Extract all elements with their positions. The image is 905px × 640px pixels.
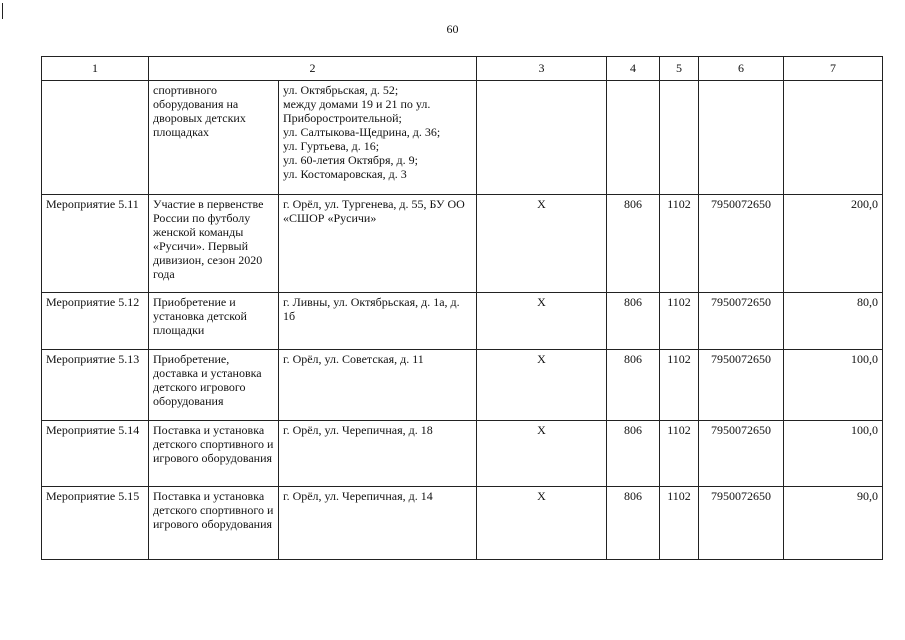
header-cell-6: 6 [699,57,784,81]
amount-cell [784,81,883,195]
target-article-cell: 7950072650 [699,293,784,350]
activity-cell: Поставка и установка детского спортивного и игрового оборудования [149,487,279,560]
code-806-cell: 806 [607,195,660,293]
event-cell: Мероприятие 5.14 [42,421,149,487]
header-cell-7: 7 [784,57,883,81]
section-code-cell: 1102 [660,350,699,421]
header-row [42,57,883,81]
address-cell: г. Ливны, ул. Октябрьская, д. 1а, д. 1б [279,293,477,350]
table-row [42,293,883,350]
event-cell: Мероприятие 5.12 [42,293,149,350]
table-row [42,487,883,560]
target-article-cell: 7950072650 [699,421,784,487]
code-806-cell: 806 [607,350,660,421]
activity-cell: Приобретение, доставка и установка детского игрового оборудования [149,350,279,421]
code-806-cell: 806 [607,487,660,560]
mark-cell: X [477,350,607,421]
activity-cell: спортивного оборудования на дворовых детских площадках [149,81,279,195]
page-number: 60 [446,22,459,36]
table-row [42,81,883,195]
target-article-cell [699,81,784,195]
address-cell: г. Орёл, ул. Тургенева, д. 55, БУ ОО «СШОР «Русичи» [279,195,477,293]
target-article-cell: 7950072650 [699,195,784,293]
address-cell: г. Орёл, ул. Черепичная, д. 14 [279,487,477,560]
event-cell: Мероприятие 5.13 [42,350,149,421]
header-cell-4: 4 [607,57,660,81]
section-code-cell: 1102 [660,195,699,293]
mark-cell: X [477,487,607,560]
event-cell: Мероприятие 5.15 [42,487,149,560]
table-row [42,350,883,421]
target-article-cell: 7950072650 [699,350,784,421]
section-code-cell: 1102 [660,421,699,487]
header-cell-1: 1 [42,57,149,81]
activity-cell: Участие в первенстве России по футболу женской команды «Русичи». Первый дивизион, сезон 2020 года [149,195,279,293]
mark-cell: X [477,421,607,487]
header-cell-3: 3 [477,57,607,81]
activity-cell: Поставка и установка детского спортивного и игрового оборудования [149,421,279,487]
budget-table [41,56,883,560]
address-cell: г. Орёл, ул. Советская, д. 11 [279,350,477,421]
table-row [42,421,883,487]
code-806-cell [607,81,660,195]
target-article-cell: 7950072650 [699,487,784,560]
mark-cell: X [477,195,607,293]
section-code-cell: 1102 [660,293,699,350]
code-806-cell: 806 [607,293,660,350]
amount-cell: 200,0 [784,195,883,293]
address-cell: ул. Октябрьская, д. 52; между домами 19 и 21 по ул. Приборостроительной; ул. Салтыкова-Щедрина, д. 36; ул. Гуртьева, д. 16; ул. 60-летия Октября, д. 9; ул. Костомаровская, д. 3 [279,81,477,195]
event-cell: Мероприятие 5.11 [42,195,149,293]
section-code-cell: 1102 [660,487,699,560]
amount-cell: 80,0 [784,293,883,350]
section-code-cell [660,81,699,195]
amount-cell: 100,0 [784,350,883,421]
table-row [42,195,883,293]
event-cell [42,81,149,195]
scan-edge-mark [2,3,3,19]
activity-cell: Приобретение и установка детской площадки [149,293,279,350]
mark-cell [477,81,607,195]
address-cell: г. Орёл, ул. Черепичная, д. 18 [279,421,477,487]
amount-cell: 100,0 [784,421,883,487]
code-806-cell: 806 [607,421,660,487]
header-cell-2: 2 [149,57,477,81]
mark-cell: X [477,293,607,350]
header-cell-5: 5 [660,57,699,81]
amount-cell: 90,0 [784,487,883,560]
